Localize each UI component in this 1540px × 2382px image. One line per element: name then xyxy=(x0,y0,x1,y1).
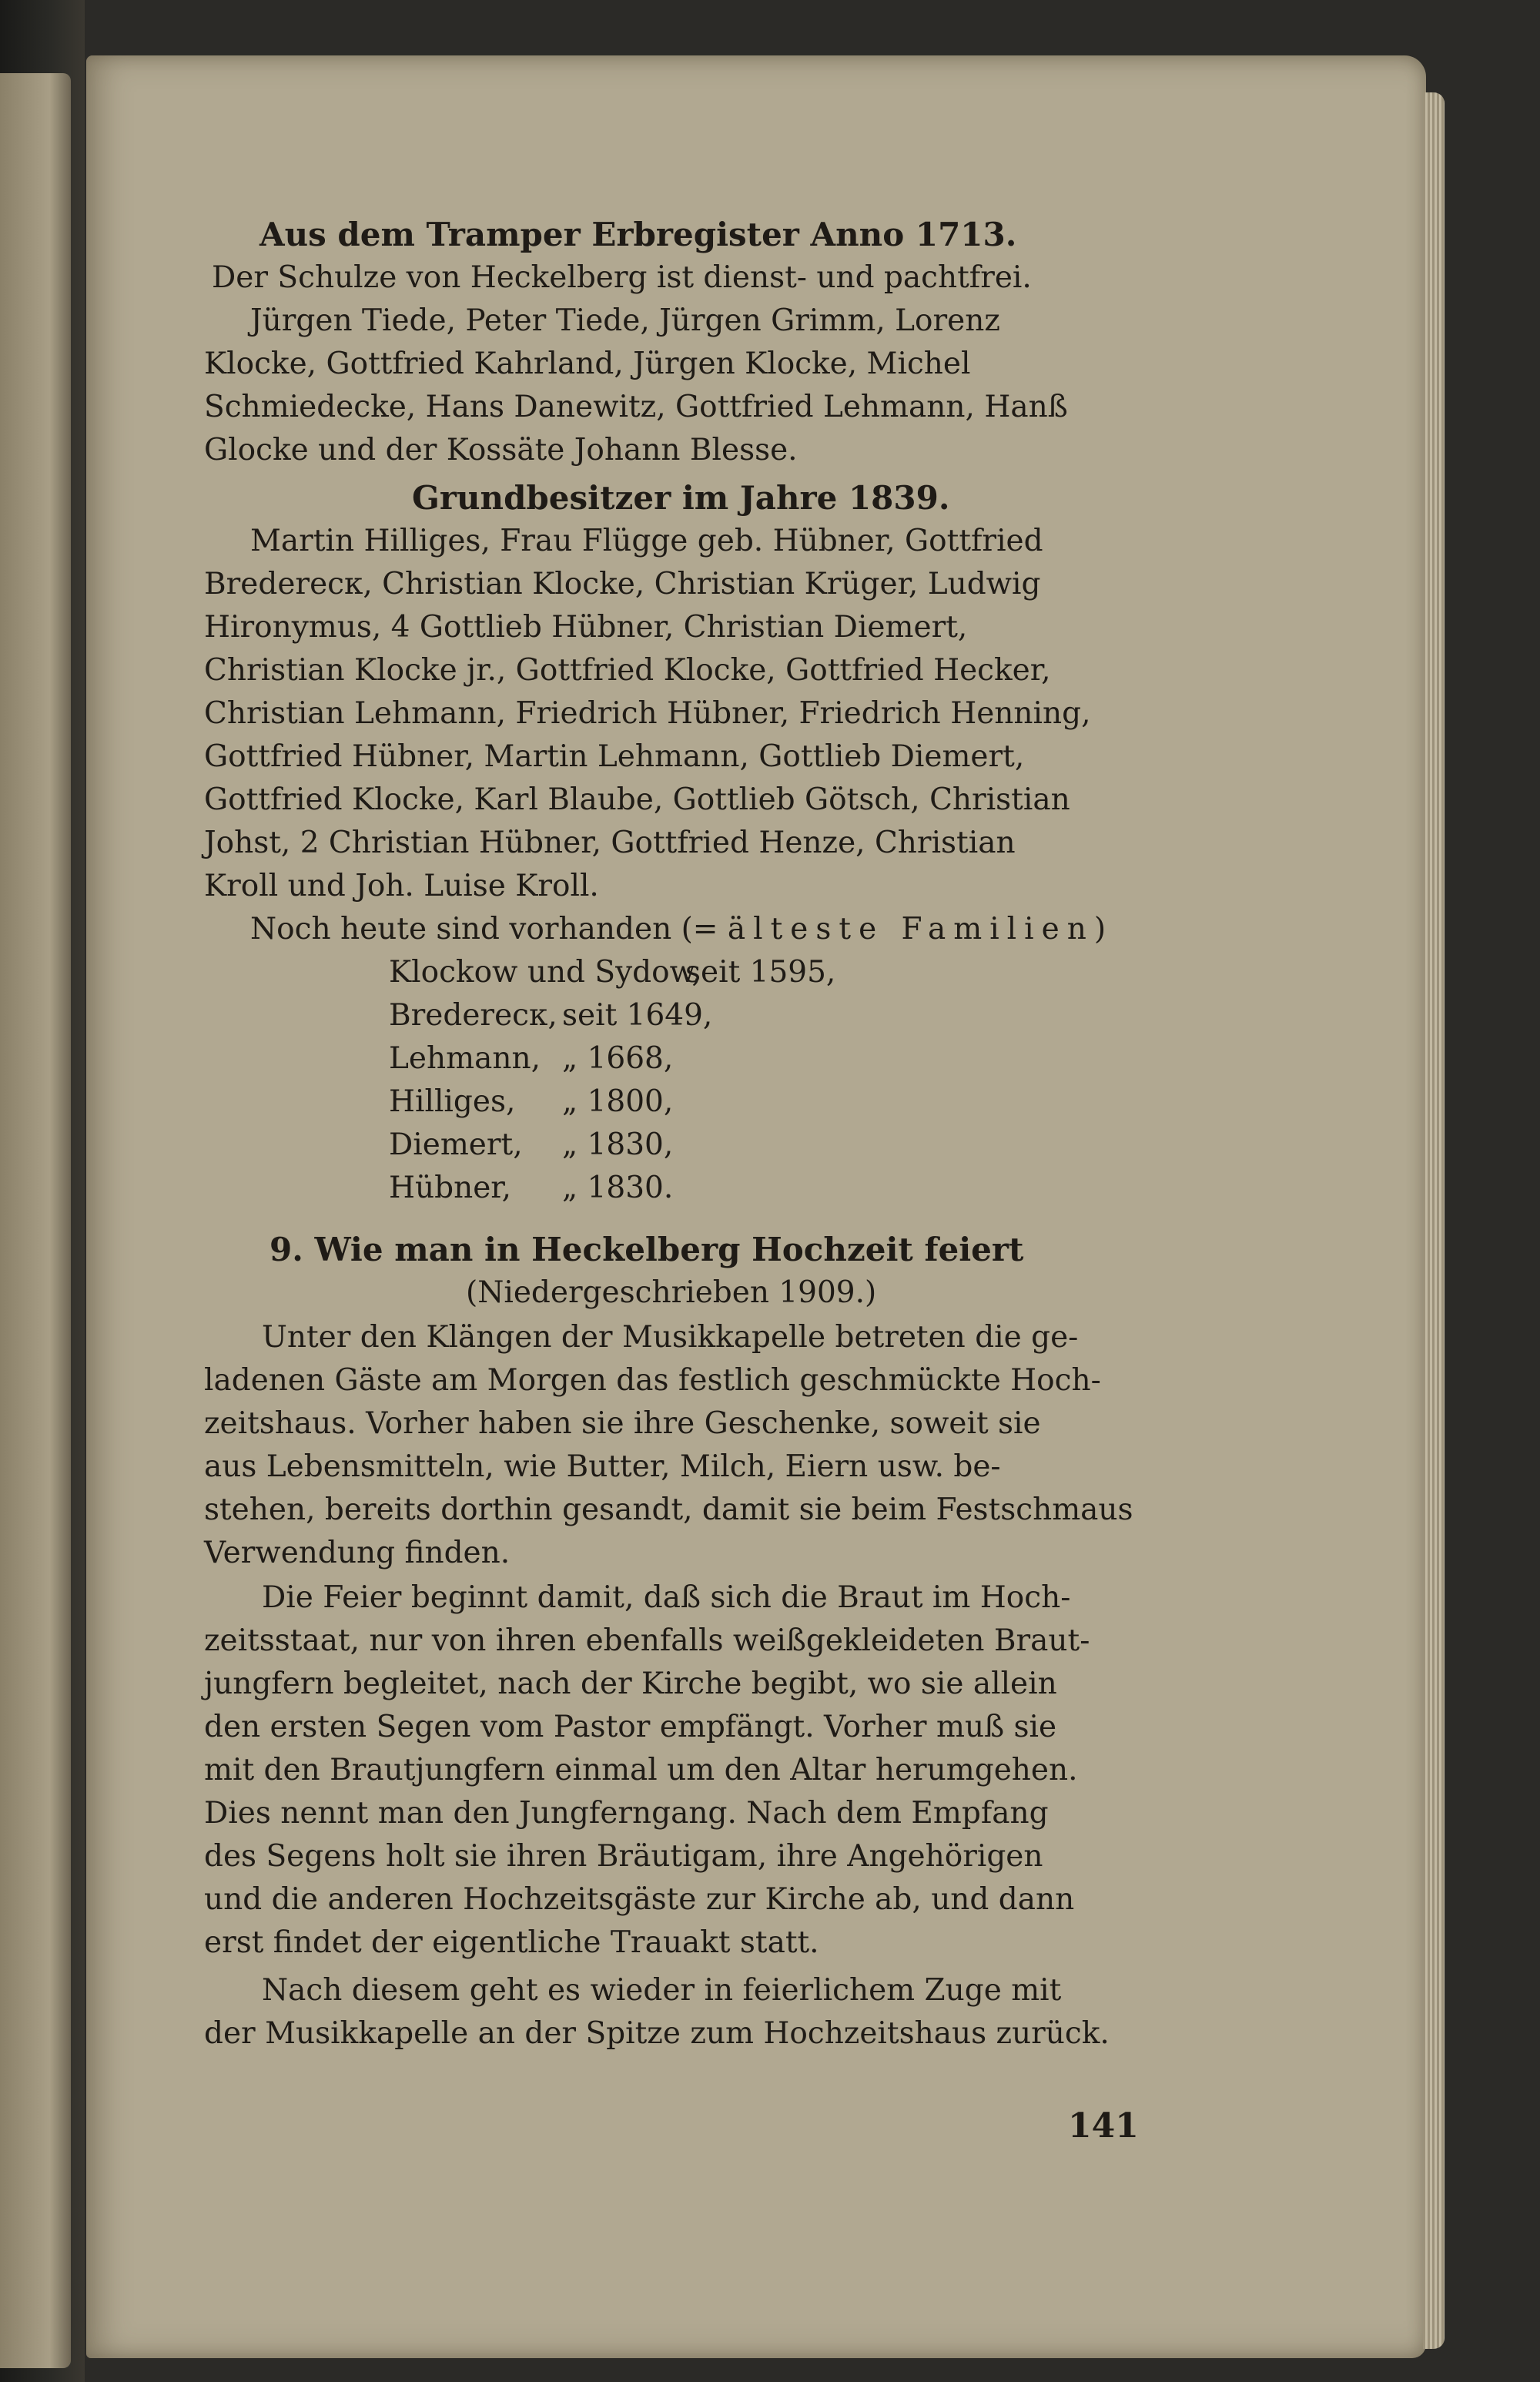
text-line: Gottfried Hübner, Martin Lehmann, Gottlieb Diemert, xyxy=(204,739,1025,774)
text-line: Die Feier beginnt damit, daß sich die Braut im Hoch- xyxy=(262,1580,1071,1615)
text-line: Kroll und Joh. Luise Kroll. xyxy=(204,869,599,903)
text-line: Jürgen Tiede, Peter Tiede, Jürgen Grimm, Lorenz xyxy=(250,303,1000,338)
previous-page-edge xyxy=(0,73,71,2368)
page-number: 141 xyxy=(1068,2106,1139,2146)
family-year: seit 1649, xyxy=(562,998,713,1033)
text-line: Christian Klocke jr., Gottfried Klocke, Gottfried Hecker, xyxy=(204,653,1051,688)
section-subheading: (Niedergeschrieben 1909.) xyxy=(466,1275,877,1310)
family-year: „ 1800, xyxy=(562,1084,674,1119)
text-line: aus Lebensmitteln, wie Butter, Milch, Eiern usw. be- xyxy=(204,1449,1001,1484)
section-heading: 9. Wie man in Heckelberg Hochzeit feiert xyxy=(270,1231,1024,1268)
text-line: Dies nennt man den Jungferngang. Nach dem Empfang xyxy=(204,1796,1049,1831)
text-line: des Segens holt sie ihren Bräutigam, ihre Angehörigen xyxy=(204,1839,1043,1874)
text-line: Der Schulze von Heckelberg ist dienst- und pachtfrei. xyxy=(212,260,1032,295)
text-line: mit den Brautjungfern einmal um den Altar herumgehen. xyxy=(204,1753,1078,1787)
families-intro-spaced: älteste Familien xyxy=(727,912,1094,946)
text-line: zeitshaus. Vorher haben sie ihre Geschenke, soweit sie xyxy=(204,1406,1041,1441)
families-intro-text: Noch heute sind vorhanden (= xyxy=(250,912,718,946)
text-line: Glocke und der Kossäte Johann Blesse. xyxy=(204,433,798,467)
family-name: Brederecк, xyxy=(389,998,557,1033)
text-line: Christian Lehmann, Friedrich Hübner, Friedrich Henning, xyxy=(204,696,1091,731)
text-line: den ersten Segen vom Pastor empfängt. Vorher muß sie xyxy=(204,1710,1057,1744)
family-name: Lehmann, xyxy=(389,1041,541,1076)
text-line: erst findet der eigentliche Trauakt statt. xyxy=(204,1925,819,1960)
text-line: Nach diesem geht es wieder in feierlichem Zuge mit xyxy=(262,1973,1062,2008)
text-line: jungfern begleitet, nach der Kirche begibt, wo sie allein xyxy=(204,1667,1057,1701)
family-name: Klockow und Sydow, xyxy=(389,955,701,990)
family-year: seit 1595, xyxy=(685,955,836,990)
text-line: und die anderen Hochzeitsgäste zur Kirche ab, und dann xyxy=(204,1882,1075,1917)
text-line: ladenen Gäste am Morgen das festlich geschmückte Hoch- xyxy=(204,1363,1101,1398)
text-line: Verwendung finden. xyxy=(204,1536,511,1570)
text-line: Johst, 2 Christian Hübner, Gottfried Henze, Christian xyxy=(204,826,1016,860)
heading-grundbesitzer: Grundbesitzer im Jahre 1839. xyxy=(412,479,950,517)
text-line: Unter den Klängen der Musikkapelle betreten die ge- xyxy=(262,1320,1079,1355)
family-name: Hübner, xyxy=(389,1171,512,1205)
families-intro xyxy=(250,912,1106,946)
text-line: Gottfried Klocke, Karl Blaube, Gottlieb Götsch, Christian xyxy=(204,782,1070,817)
text-line: Martin Hilliges, Frau Flügge geb. Hübner, Gottfried xyxy=(250,524,1043,558)
text-line: stehen, bereits dorthin gesandt, damit sie beim Festschmaus xyxy=(204,1493,1133,1527)
families-intro-close: ) xyxy=(1093,912,1106,946)
text-line: der Musikkapelle an der Spitze zum Hochzeitshaus zurück. xyxy=(204,2016,1110,2051)
family-name: Hilliges, xyxy=(389,1084,516,1119)
text-line: Klocke, Gottfried Kahrland, Jürgen Klocke, Michel xyxy=(204,347,971,381)
text-line: zeitsstaat, nur von ihren ebenfalls weißgekleideten Braut- xyxy=(204,1623,1090,1658)
family-name: Diemert, xyxy=(389,1127,523,1162)
page-stack-edge xyxy=(1423,92,1445,2349)
family-year: „ 1668, xyxy=(562,1041,674,1076)
family-year: „ 1830, xyxy=(562,1127,674,1162)
text-line: Brederecк, Christian Klocke, Christian Krüger, Ludwig xyxy=(204,567,1041,601)
text-line: Hironymus, 4 Gottlieb Hübner, Christian Diemert, xyxy=(204,610,968,645)
heading-erbregister: Aus dem Tramper Erbregister Anno 1713. xyxy=(259,216,1017,253)
family-year: „ 1830. xyxy=(562,1171,674,1205)
text-line: Schmiedecke, Hans Danewitz, Gottfried Lehmann, Hanß xyxy=(204,390,1068,424)
